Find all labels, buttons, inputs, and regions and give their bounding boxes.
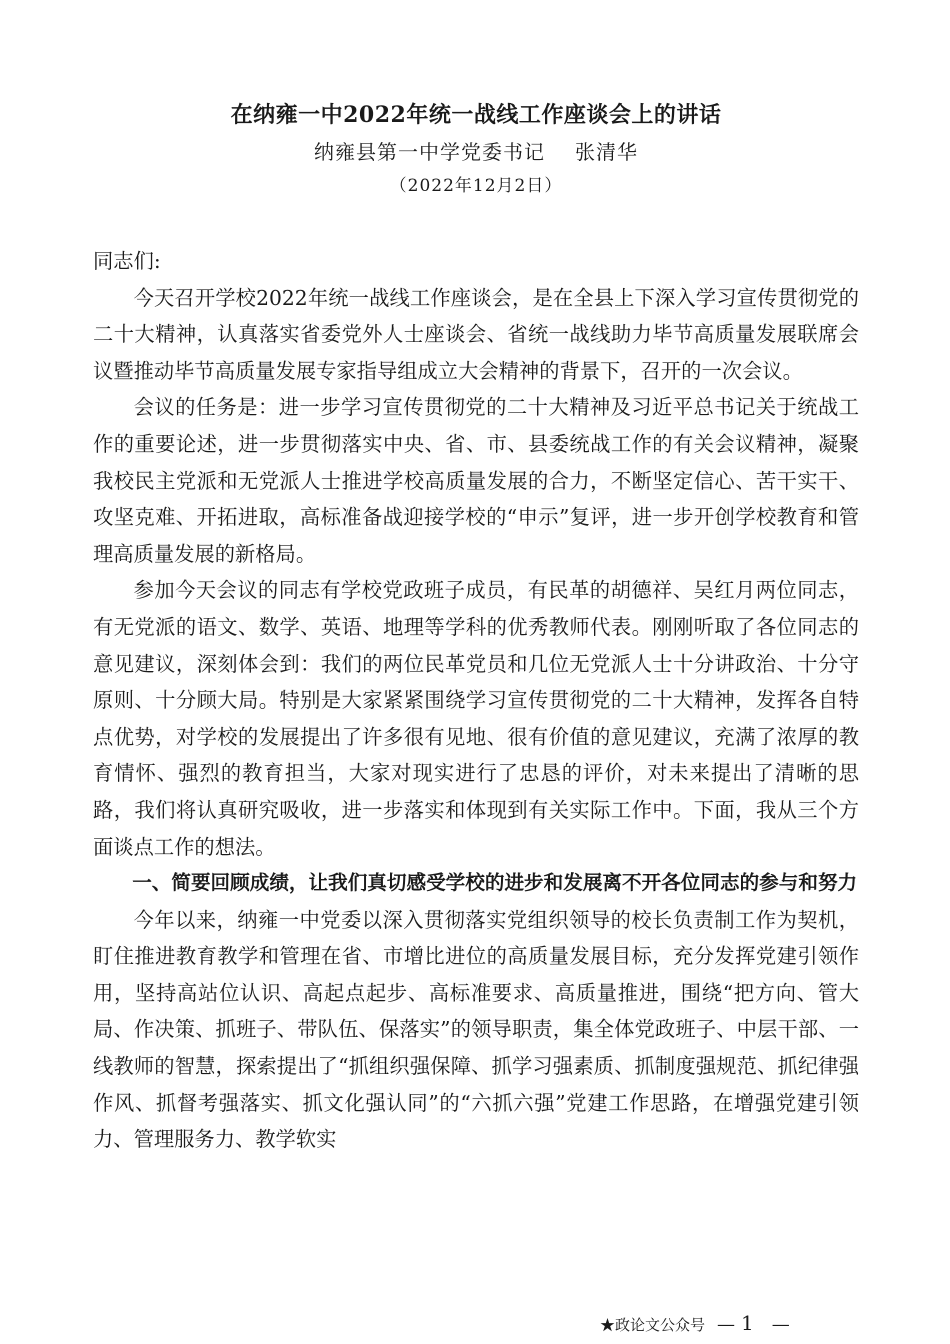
- author-role: 纳雍县第一中学党委书记: [314, 140, 545, 164]
- footer-source: ★政论文公众号: [600, 1316, 706, 1334]
- page-number: 1: [741, 1311, 754, 1335]
- page-footer: [600, 1311, 860, 1337]
- paragraph-intro: 今天召开学校2022年统一战线工作座谈会，是在全县上下深入学习宣传贯彻党的二十大精神，认真落实省委党外人士座谈会、省统一战线助力毕节高质量发展联席会议暨推动毕节高质量发展专家指导组成立大会精神的背景下，召开的一次会议。: [93, 285, 859, 383]
- speech-date: （2022年12月2日）: [389, 176, 563, 196]
- footer-dash-right: —: [771, 1314, 790, 1335]
- author-name: 张清华: [575, 140, 638, 164]
- speech-title: 在纳雍一中2022年统一战线工作座谈会上的讲话: [230, 102, 722, 128]
- paragraph-attendees: 参加今天会议的同志有学校党政班子成员，有民革的胡德祥、吴红月两位同志，有无党派的语文、数学、英语、地理等学科的优秀教师代表。刚刚听取了各位同志的意见建议，深刻体会到：我们的两位民革党员和几位无党派人士十分讲政治、十分守原则、十分顾大局。特别是大家紧紧围绕学习宣传贯彻党的二十大精神，发挥各自特点优势，对学校的发展提出了许多很有见地、很有价值的意见建议，充满了浓厚的教育情怀、强烈的教育担当，大家对现实进行了忠恳的评价，对未来提出了清晰的思路，我们将认真研究吸收，进一步落实和体现到有关实际工作中。下面，我从三个方面谈点工作的想法。: [93, 578, 859, 859]
- section-heading-1: 一、简要回顾成绩，让我们真切感受学校的进步和发展离不开各位同志的参与和努力: [132, 871, 858, 895]
- paragraph-review: 今年以来，纳雍一中党委以深入贯彻落实党组织领导的校长负责制工作为契机，盯住推进教育教学和管理在省、市增比进位的高质量发展目标，充分发挥党建引领作用，坚持高站位认识、高起点起步、高标准要求、高质量推进，围绕“把方向、管大局、作决策、抓班子、带队伍、保落实”的领导职责，集全体党政班子、中层干部、一线教师的智慧，探索提出了“抓组织强保障、抓学习强素质、抓制度强规范、抓纪律强作风、抓督考强落实、抓文化强认同”的“六抓六强”党建工作思路，在增强党建引领力、管理服务力、教学软实: [93, 907, 859, 1152]
- footer-dash-left: —: [717, 1314, 736, 1335]
- salutation: 同志们:: [93, 249, 161, 273]
- paragraph-tasks: 会议的任务是：进一步学习宣传贯彻党的二十大精神及习近平总书记关于统战工作的重要论述，进一步贯彻落实中央、省、市、县委统战工作的有关会议精神，凝聚我校民主党派和无党派人士推进学校高质量发展的合力，不断坚定信心、苦干实干、攻坚克难、开拓进取，高标准备战迎接学校的“申示”复评，进一步开创学校教育和管理高质量发展的新格局。: [93, 395, 859, 566]
- speech-body: [93, 243, 859, 1158]
- author-line: [93, 138, 859, 166]
